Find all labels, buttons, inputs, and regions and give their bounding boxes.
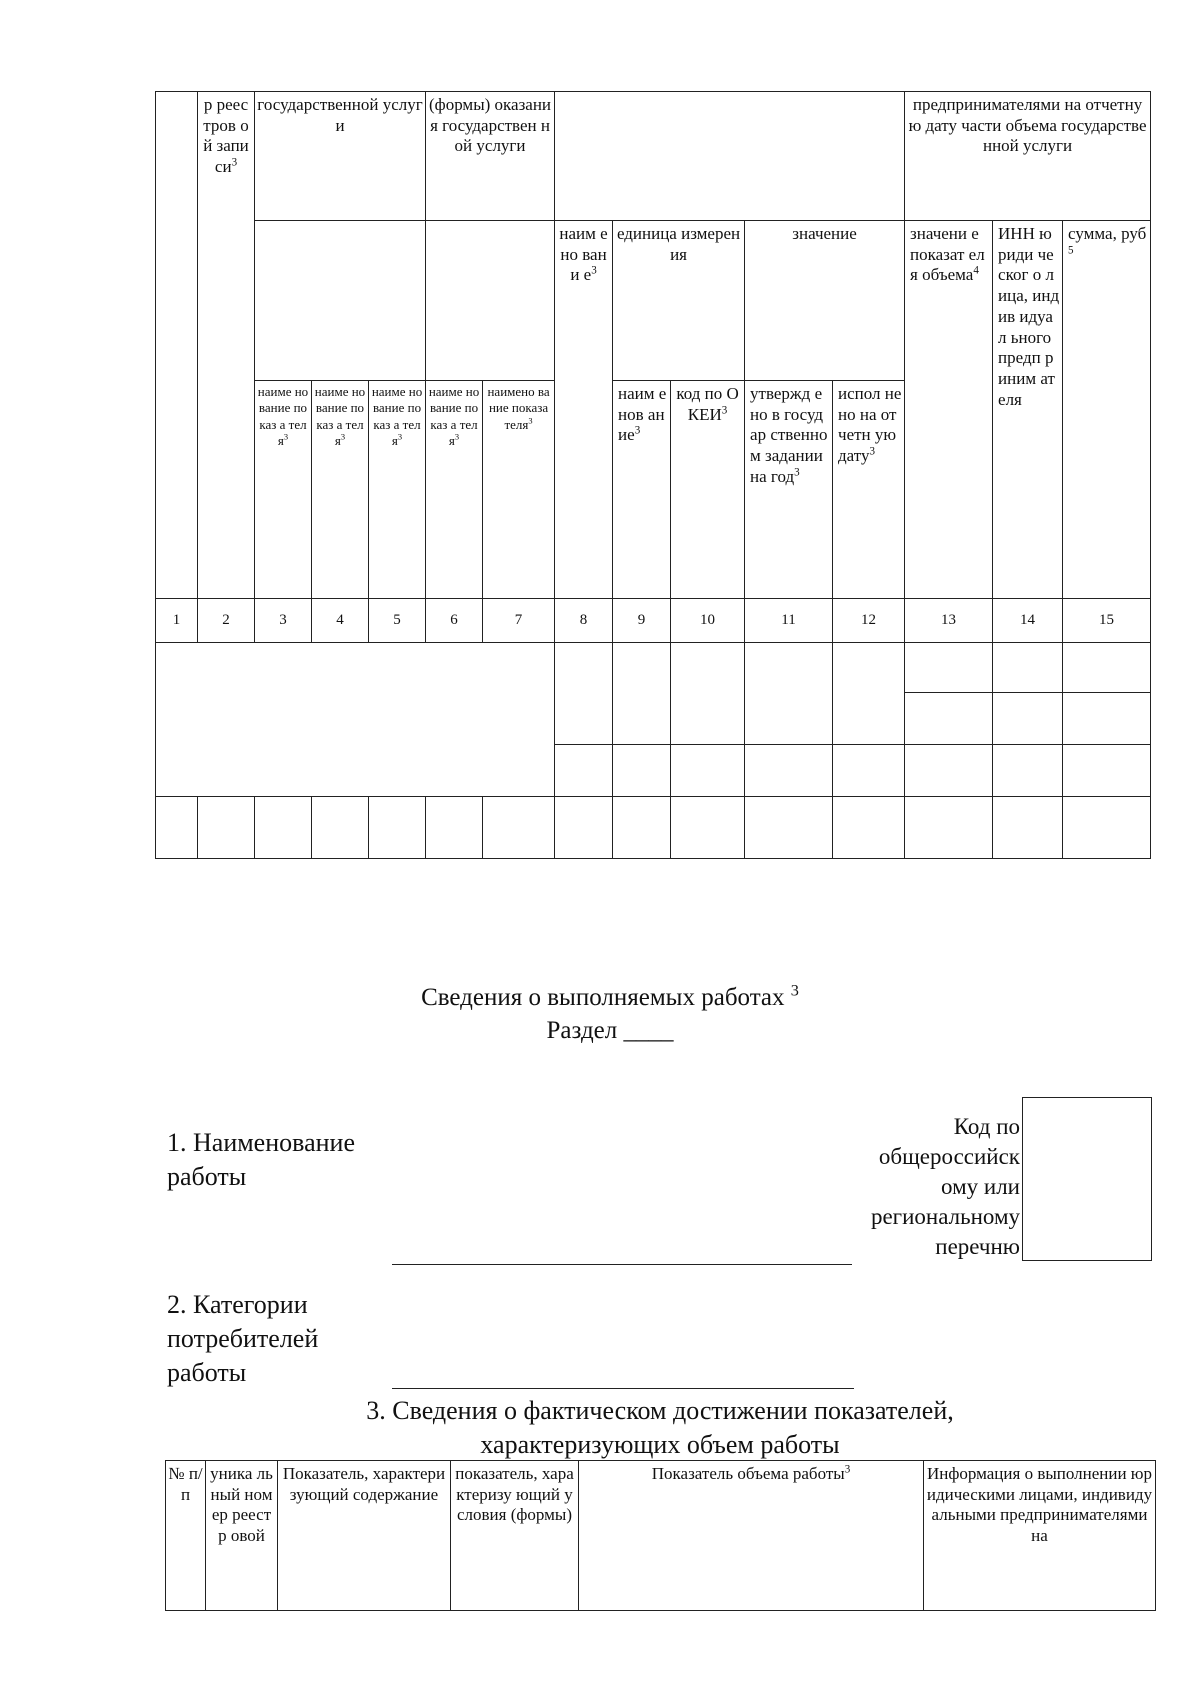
table-cell [905,745,993,797]
table-cell [993,643,1063,693]
consumer-categories-label: 2. Категории потребителей работы [167,1290,319,1387]
table-cell [671,797,745,859]
indicator-name-sub-3: наиме но вание показ а теля$^3$ [255,381,312,599]
table-cell [369,797,426,859]
approved-value-header: утвержд ено в государ ственно м задании на год$^3$ [745,381,833,599]
table-cell [993,797,1063,859]
table-cell [671,643,745,745]
table-cell [993,745,1063,797]
table-cell [1063,643,1151,693]
table-cell [613,797,671,859]
work-volume-table [165,1460,1156,1611]
column-number: 9 [613,599,671,643]
table-cell [905,693,993,745]
table-cell [671,745,745,797]
value-header: значение [745,221,905,381]
column-number: 13 [905,599,993,643]
volume-indicators-title: 3. Сведения о фактическом достижении показателей, характеризующих объем работы [366,1396,954,1459]
table-cell [426,797,483,859]
conditions-indicator-header: показатель, характеризу ющий условия (формы) [451,1461,579,1611]
table-cell [555,797,613,859]
okei-code-header: код по ОКЕИ$^3$ [671,381,745,599]
section-title: Сведения о выполняемых работах $^3$ Раздел ____ [421,981,799,1044]
table-cell [1063,745,1151,797]
table-cell [613,643,671,745]
registry-code-label: Код по общероссийск ому или региональному перечню [870,1114,1020,1259]
indicator-name-header: наим ено вани $е^3$ [555,221,613,599]
table-cell [156,797,198,859]
indicator-name-sub-5: наиме но вание показ а теля$^3$ [369,381,426,599]
table-cell [905,643,993,693]
merged-blank-cell [156,643,555,797]
column-number: 5 [369,599,426,643]
unit-name-header: наим енов ание$^3$ [613,381,671,599]
table-cell [255,797,312,859]
column-number: 4 [312,599,369,643]
table-cell [312,797,369,859]
blank-header-cell [156,92,198,599]
column-number: 8 [555,599,613,643]
work-name-label: 1. Наименование работы [167,1128,355,1191]
unit-header: единица измерения [613,221,745,381]
indicator-name-sub-4: наиме но вание показ а теля$^3$ [312,381,369,599]
table-cell [555,745,613,797]
table-cell [745,745,833,797]
table-cell [1063,797,1151,859]
table-cell [833,643,905,745]
table-cell [483,797,555,859]
column-number: 12 [833,599,905,643]
indicator-name-sub-7: наимено вание показа теля$^3$ [483,381,555,599]
content-header-spacer [255,221,426,381]
row-number-header: № п/п [166,1461,206,1611]
registry-code-box[interactable] [1022,1097,1152,1261]
services-table [155,91,1151,859]
column-number: 11 [745,599,833,643]
executed-value-header: испол нено на отчетн ую дату$^3$ [833,381,905,599]
consumer-categories-line[interactable] [392,1388,854,1389]
column-number: 2 [198,599,255,643]
amount-header: сумма, руб$^5$ [1063,221,1151,599]
column-number: 6 [426,599,483,643]
column-number: 3 [255,599,312,643]
table-cell [198,797,255,859]
table-cell [613,745,671,797]
work-volume-indicator-header: Показатель объема работы$^3$ [579,1461,924,1611]
table-cell [1063,693,1151,745]
content-indicator-header: Показатель, характеризующий содержание [278,1461,451,1611]
indicator-name-sub-6: наиме но вание показ а теля$^3$ [426,381,483,599]
inn-header: ИНН юриди ческог о лица, индив идуал ьного предп риним ателя [993,221,1063,599]
table-cell [905,797,993,859]
service-content-header: государственной услуги [255,92,426,221]
column-number: 1 [156,599,198,643]
volume-value-header: значени е показат еля объема$^4$ [905,221,993,599]
table-cell [993,693,1063,745]
table-cell [833,745,905,797]
column-number: 7 [483,599,555,643]
table-cell [745,643,833,745]
column-number: 14 [993,599,1063,643]
conditions-header-spacer [426,221,555,381]
service-conditions-header: (формы) оказания государствен ной услуги [426,92,555,221]
contractors-execution-header: Информация о выполнении юридическими лицами, индивидуальными предпринимателями на [924,1461,1156,1611]
contractors-info-header: предпринимателями на отчетную дату части объема государственной услуги [905,92,1151,221]
work-name-line[interactable] [392,1264,852,1265]
table-cell [833,797,905,859]
column-number: 15 [1063,599,1151,643]
table-cell [745,797,833,859]
column-number: 10 [671,599,745,643]
section-number: Раздел ____ [546,1016,674,1044]
unique-registry-number-header: уника льный номер реестр овой [206,1461,278,1611]
registry-entry-header: р реес тров ой запи $си^3$ [198,92,255,599]
volume-indicator-header [555,92,905,221]
table-cell [555,643,613,745]
